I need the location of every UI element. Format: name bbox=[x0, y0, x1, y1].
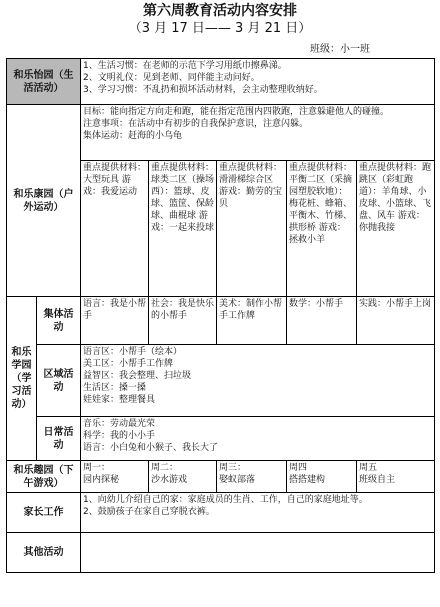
study-area-line: 益智区：我会整理、扫垃圾 bbox=[83, 371, 192, 381]
date-range: （3 月 17 日—— 3 月 21 日） bbox=[128, 21, 312, 36]
fun-day-name: 周一： bbox=[83, 463, 111, 473]
fun-day-activity: 沙水游戏 bbox=[151, 475, 188, 485]
class-info bbox=[310, 44, 370, 56]
life-line: 1、生活习惯：在老师的示范下学习用纸巾擦鼻涕。 bbox=[83, 61, 287, 71]
schedule-table bbox=[6, 58, 435, 573]
fun-day-name: 周四 bbox=[289, 463, 308, 473]
outdoor-label: 和乐康园（户外运动） bbox=[7, 105, 81, 297]
study-label: 和乐学园（学习活动） bbox=[7, 297, 37, 461]
study-area-line: 美工区：小帮手工作牌 bbox=[83, 359, 174, 369]
outdoor-cell-fri: 重点提供材料：跑跳区（彩虹跑道）：羊角球、小皮球、小篮球、飞盘、风车 游戏：你抛我接 bbox=[357, 161, 435, 297]
outdoor-cell-tue: 重点提供材料：球类二区（操场西）：篮球、皮球、篮筐、保龄球、曲棍球 游戏：一起来投球 bbox=[149, 161, 217, 297]
fun-day-fri bbox=[357, 461, 435, 493]
family-line: 1、向幼儿介绍自己的家：家庭成员的生肖、工作，自己的家庭地址等。 bbox=[83, 495, 368, 505]
outdoor-goal: 目标：能向指定方向走和跑，能在指定范围内四散跑，注意躲避他人的碰撞。 bbox=[83, 107, 390, 117]
fun-day-tue bbox=[149, 461, 217, 493]
fun-day-wed bbox=[217, 461, 287, 493]
study-daily-line: 语言：小白兔和小猴子、我长大了 bbox=[83, 443, 219, 453]
life-line: 3、学习习惯：不乱扔和损坏活动材料，会主动整理收纳好。 bbox=[83, 85, 323, 95]
study-daily-content bbox=[81, 417, 435, 461]
page-title: 第六周教育活动内容安排 bbox=[143, 3, 297, 19]
fun-day-activity: 园内探秘 bbox=[83, 475, 120, 485]
class-name: 小一班 bbox=[340, 44, 370, 55]
outdoor-cell-mon: 重点提供材料：大型玩具 游戏：我爱运动 bbox=[81, 161, 149, 297]
fun-label: 和乐趣园（下午游戏） bbox=[7, 461, 81, 493]
outdoor-cell-wed: 重点提供材料：滑滑梯综合区 游戏：勤劳的宝贝 bbox=[217, 161, 287, 297]
fun-day-activity: 班级自主 bbox=[359, 475, 396, 485]
study-group-wed: 美术：制作小帮手工作牌 bbox=[217, 297, 287, 345]
life-content bbox=[81, 59, 435, 105]
fun-day-name: 周二： bbox=[151, 463, 179, 473]
study-area-content bbox=[81, 345, 435, 417]
study-daily-line: 科学：我的小小手 bbox=[83, 431, 156, 441]
fun-day-name: 周五 bbox=[359, 463, 378, 473]
outdoor-notice: 注意事项：在活动中有初步的自我保护意识，注意闪躲。 bbox=[83, 119, 309, 129]
family-line: 2、鼓励孩子在家自己穿脱衣裤。 bbox=[83, 507, 215, 517]
study-group-label: 集体活动 bbox=[37, 297, 81, 345]
study-group-thu: 数学：小帮手 bbox=[287, 297, 357, 345]
other-label: 其他活动 bbox=[7, 533, 81, 573]
fun-day-thu bbox=[287, 461, 357, 493]
life-label: 和乐怡园（生活活动） bbox=[7, 59, 81, 105]
outdoor-cell-thu: 重点提供材料：平衡二区（采摘园塑胶软地）：梅花桩、蜂箱、平衡木、竹梯、拱形桥 游戏：拯救小羊 bbox=[287, 161, 357, 297]
fun-day-name: 周三： bbox=[219, 463, 247, 473]
study-group-tue: 社会：我是快乐的小帮手 bbox=[149, 297, 217, 345]
study-area-line: 语言区：小帮手（绘本） bbox=[83, 347, 183, 357]
life-line: 2、文明礼仪：见到老师、同伴能主动问好。 bbox=[83, 73, 260, 83]
study-group-mon: 语言：我是小帮手 bbox=[81, 297, 149, 345]
study-area-label: 区域活动 bbox=[37, 345, 81, 417]
fun-day-mon bbox=[81, 461, 149, 493]
fun-day-activity: 娶蚁部落 bbox=[219, 475, 256, 485]
fun-day-activity: 搭搭建构 bbox=[289, 475, 326, 485]
study-group-fri: 实践：小帮手上岗 bbox=[357, 297, 435, 345]
study-daily-label: 日常活动 bbox=[37, 417, 81, 461]
study-daily-line: 音乐：劳动最光荣 bbox=[83, 419, 156, 429]
family-label: 家长工作 bbox=[7, 493, 81, 533]
class-label: 班级： bbox=[310, 44, 340, 55]
outdoor-group: 集体运动：赶海的小乌龟 bbox=[83, 131, 183, 141]
family-content bbox=[81, 493, 435, 533]
study-area-line: 生活区：搡一搡 bbox=[83, 383, 147, 393]
other-content bbox=[81, 533, 435, 573]
study-area-line: 娃娃家：整理餐具 bbox=[83, 395, 156, 405]
outdoor-goal-cell bbox=[81, 105, 435, 161]
